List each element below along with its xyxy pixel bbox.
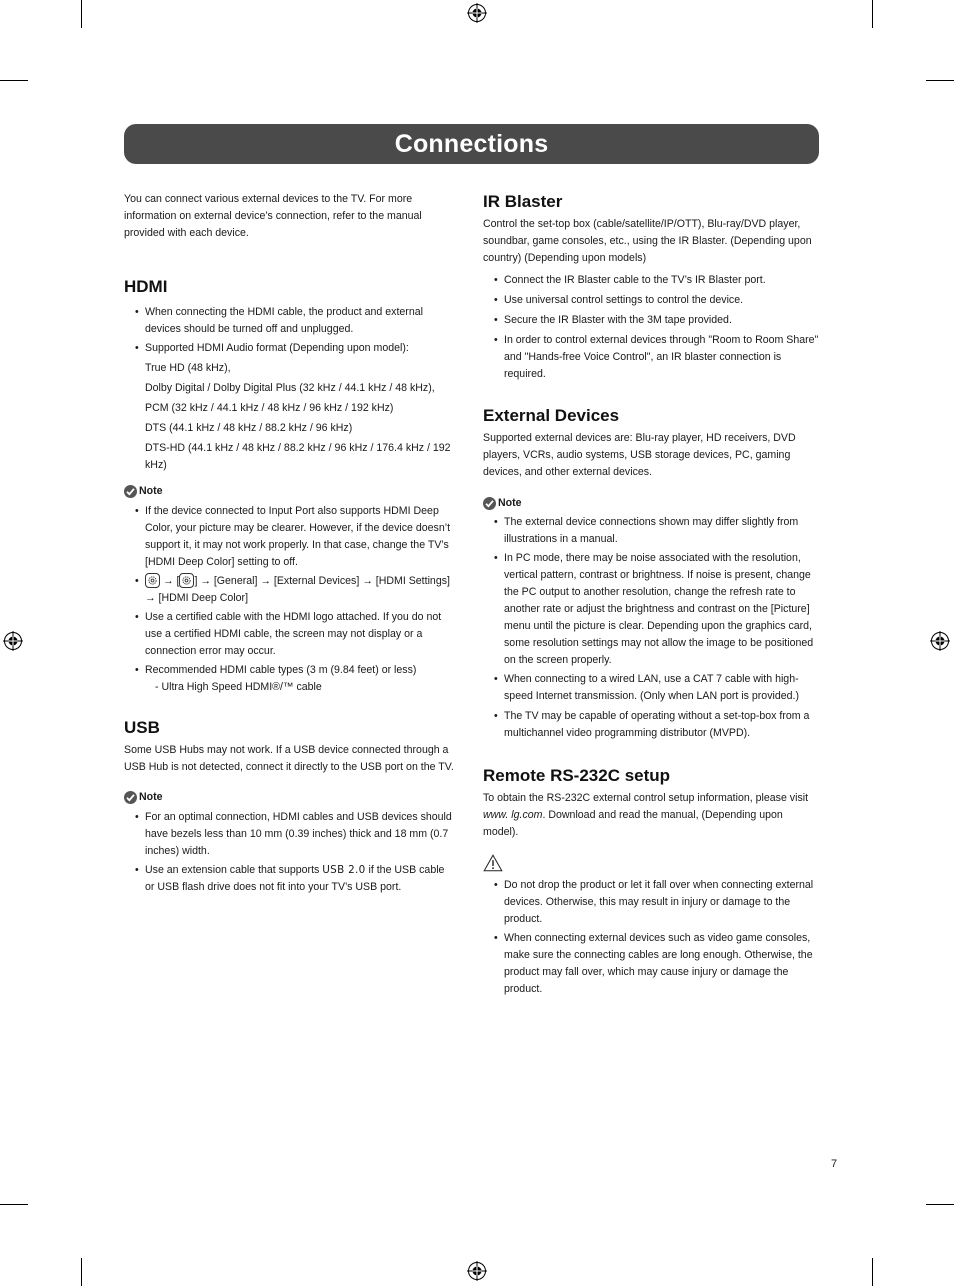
list-item-text: For an optimal connection, HDMI cables and USB devices should have bezels less than 10 mm (0.39 inches) thick and 18 mm (0.7 inches) width. [145, 811, 452, 857]
note-heading [124, 483, 456, 500]
warning-list [483, 877, 819, 998]
rs232c-text-part: . Download and read the manual, (Depending upon model). [483, 809, 783, 838]
list-item-text: When connecting the HDMI cable, the product and external devices should be turned off and unplugged. [145, 306, 423, 335]
list-item-text: Use a certified cable with the HDMI logo attached. If you do not use a certified HDMI cable, the screen may not display or a connection error may occur. [145, 611, 442, 657]
crop-mark [81, 0, 82, 28]
note-label: Note [498, 497, 522, 509]
list-item [124, 862, 456, 896]
list-item [124, 809, 456, 860]
crop-mark [926, 80, 954, 81]
checkmark-icon [124, 791, 137, 804]
list-item-text: In order to control external devices through "Room to Room Share" and "Hands-free Voice Control", an IR blaster connection is required. [504, 334, 819, 380]
list-item [483, 930, 819, 998]
left-column [124, 191, 456, 896]
ir-text: Control the set-top box (cable/satellite/IP/OTT), Blu-ray/DVD player, soundbar, game consoles, etc., using the IR Blaster. (Depending upon country) (Depending upon models) [483, 218, 812, 264]
rs232c-heading: Remote RS-232C setup [483, 766, 671, 785]
audio-format: PCM (32 kHz / 44.1 kHz / 48 kHz / 96 kHz / 192 kHz) [145, 402, 394, 414]
website-link[interactable]: www. lg.com [483, 809, 543, 821]
list-item [124, 340, 456, 474]
ir-heading: IR Blaster [483, 192, 563, 211]
list-item [124, 662, 456, 696]
list-item [483, 550, 819, 669]
right-column [483, 192, 819, 998]
list-item-text: If the device connected to Input Port also supports HDMI Deep Color, your picture may be clearer. However, if the device doesn’t support it, it may not work properly. In that case, change the TV’s [HDMI Deep Color] setting to off. [145, 505, 451, 568]
list-item [124, 304, 456, 338]
list-item [483, 292, 819, 309]
crop-mark [0, 80, 28, 81]
intro-text: You can connect various external devices to the TV. For more information on external device’s connection, refer to the manual provided with each device. [124, 193, 422, 239]
list-item [124, 609, 456, 660]
note-label: Note [139, 791, 163, 803]
registration-mark-icon [467, 3, 487, 23]
list-item-text: if the USB cable or USB flash drive does not fit into your TV’s USB port. [145, 864, 445, 893]
crop-mark [926, 1204, 954, 1205]
list-item [483, 312, 819, 329]
external-devices-text: Supported external devices are: Blu-ray player, HD receivers, DVD players, VCRs, audio systems, USB storage devices, PC, gaming devices, and other external devices. [483, 432, 796, 478]
list-item-text: Secure the IR Blaster with the 3M tape provided. [504, 314, 732, 326]
list-item-text: Supported HDMI Audio format (Depending upon model): [145, 342, 409, 354]
usb-text: Some USB Hubs may not work. If a USB device connected through a USB Hub is not detected, connect it directly to the USB port on the TV. [124, 744, 454, 773]
list-item-text: When connecting external devices such as video game consoles, make sure the connecting cables are long enough. Otherwise, the product may fall over, which may cause injury or damage the product. [504, 932, 813, 995]
list-item [483, 671, 819, 705]
list-item-text: In PC mode, there may be noise associated with the resolution, vertical pattern, contrast or brightness. If noise is present, change the PC output to another resolution, change the refresh rate to another rate or adjust the brightness and contrast on the [Picture] menu until the picture is clear. Depending upon the graphics card, some resolution settings may not allow the image to be positioned on the screen properly. [504, 552, 814, 666]
usb-version-label: USB 2.0 [322, 864, 366, 876]
checkmark-icon [124, 485, 137, 498]
registration-mark-icon [930, 631, 950, 651]
audio-format: DTS-HD (44.1 kHz / 48 kHz / 88.2 kHz / 96 kHz / 176.4 kHz / 192 kHz) [145, 442, 451, 471]
list-item [483, 708, 819, 742]
sub-item: - Ultra High Speed HDMI®/™ cable [155, 681, 322, 693]
audio-format: Dolby Digital / Dolby Digital Plus (32 kHz / 44.1 kHz / 48 kHz), [145, 382, 435, 394]
list-item-text: Do not drop the product or let it fall over when connecting external devices. Otherwise, this may result in injury or damage to the product. [504, 879, 814, 925]
checkmark-icon [483, 497, 496, 510]
note-heading [124, 789, 456, 806]
list-item-text: Connect the IR Blaster cable to the TV’s IR Blaster port. [504, 274, 766, 286]
list-item [483, 332, 819, 383]
registration-mark-icon [467, 1261, 487, 1281]
ir-list [483, 272, 819, 383]
list-item [483, 272, 819, 289]
list-item-text: Use universal control settings to control the device. [504, 294, 744, 306]
list-item-text: Use an extension cable that supports [145, 864, 320, 876]
crop-mark [872, 1258, 873, 1286]
crop-mark [81, 1258, 82, 1286]
settings-path: ] → [General] → [External Devices] → [HDMI Settings] → [HDMI Deep Color] [145, 575, 450, 604]
usb-heading: USB [124, 718, 160, 737]
list-item [483, 514, 819, 548]
external-devices-heading: External Devices [483, 406, 620, 425]
list-item [124, 503, 456, 571]
list-item-text: Recommended HDMI cable types (3 m (9.84 feet) or less) [145, 664, 417, 676]
title-banner [124, 124, 819, 164]
hdmi-heading: HDMI [124, 277, 168, 296]
warning-icon [483, 854, 503, 872]
page-number: 7 [831, 1158, 838, 1170]
rs232c-text [483, 790, 819, 841]
note-label: Note [139, 485, 163, 497]
note-heading [483, 495, 819, 512]
settings-icon [145, 573, 160, 588]
registration-mark-icon [3, 631, 23, 651]
rs232c-text-part: To obtain the RS-232C external control setup information, please visit [483, 792, 809, 804]
hdmi-note-list [124, 503, 456, 696]
audio-format: True HD (48 kHz), [145, 362, 231, 374]
settings-icon [179, 573, 194, 588]
crop-mark [0, 1204, 28, 1205]
list-item-text: The TV may be capable of operating without a set-top-box from a multichannel video programming distributor (MVPD). [504, 710, 810, 739]
crop-mark [872, 0, 873, 28]
external-note-list [483, 514, 819, 742]
list-item-text: The external device connections shown may differ slightly from illustrations in a manual. [504, 516, 799, 545]
list-item-text: When connecting to a wired LAN, use a CAT 7 cable with high-speed Internet transmission. (Only when LAN port is provided.) [504, 673, 799, 702]
usb-note-list [124, 809, 456, 896]
page-title: Connections [394, 129, 549, 158]
list-item [483, 877, 819, 928]
hdmi-list [124, 304, 456, 474]
audio-format: DTS (44.1 kHz / 48 kHz / 88.2 kHz / 96 kHz) [145, 422, 353, 434]
list-item: • → [ ] → [General] → [External Devices] → [HDMI Settings] → [HDMI Deep Color] [124, 573, 456, 607]
